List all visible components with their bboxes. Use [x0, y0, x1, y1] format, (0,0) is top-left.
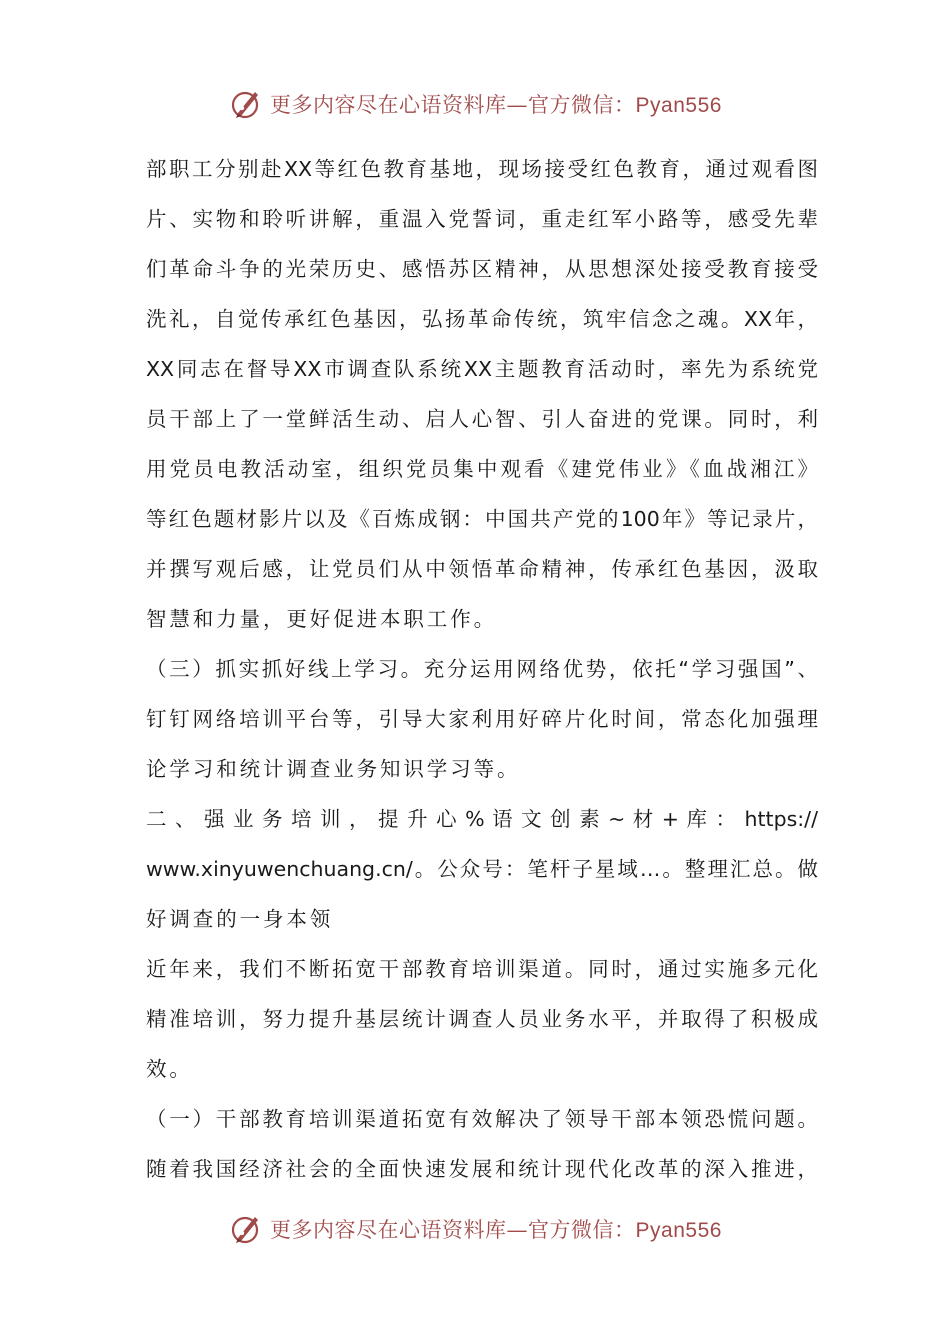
- section-heading-line: （一）干部教育培训渠道拓宽有效解决了领导干部本领恐慌问题。: [146, 1107, 818, 1131]
- text-line: 好调查的一身本领: [146, 907, 334, 931]
- text-line: 智慧和力量，更好促进本职工作。: [146, 607, 497, 631]
- text-line: 用党员电教活动室，组织党员集中观看《建党伟业》《血战湘江》: [146, 457, 818, 481]
- wechat-id: Pyan556: [635, 94, 722, 117]
- text-line: www.xinyuwenchuang.cn/。公众号：笔杆子星域…。整理汇总。做: [146, 857, 818, 881]
- text-line: 论学习和统计调查业务知识学习等。: [146, 757, 521, 781]
- text-line: 随着我国经济社会的全面快速发展和统计现代化改革的深入推进，: [146, 1157, 818, 1181]
- text-line: 员干部上了一堂鲜活生动、启人心智、引人奋进的党课。同时，利: [146, 407, 818, 431]
- pen-logo-icon: [228, 86, 264, 122]
- text-line: 等红色题材影片以及《百炼成钢：中国共产党的100年》等记录片，: [146, 507, 818, 531]
- text-line: 们革命斗争的光荣历史、感悟苏区精神，从思想深处接受教育接受: [146, 257, 818, 281]
- text-line: XX同志在督导XX市调查队系统XX主题教育活动时，率先为系统党: [146, 357, 818, 381]
- text-line: 近年来，我们不断拓宽干部教育培训渠道。同时，通过实施多元化: [146, 957, 818, 981]
- text-line: 片、实物和聆听讲解，重温入党誓词，重走红军小路等，感受先辈: [146, 207, 818, 231]
- section-heading-line: （三）抓实抓好线上学习。充分运用网络优势，依托“学习强国”、: [146, 657, 818, 681]
- header-watermark-banner: [0, 84, 950, 124]
- text-line: 部职工分别赴XX等红色教育基地，现场接受红色教育，通过观看图: [146, 157, 818, 181]
- document-body: [146, 150, 818, 1200]
- text-line: 精准培训，努力提升基层统计调查人员业务水平，并取得了积极成: [146, 1007, 818, 1031]
- watermark-text: 更多内容尽在心语资料库—官方微信：Pyan556: [270, 93, 722, 117]
- section-heading-line: 二 、 强 业 务 培 训 ， 提 升 心 % 语 文 创 素 ~ 材 + 库 ： https://: [146, 807, 818, 831]
- text-line: 效。: [146, 1057, 193, 1081]
- pen-logo-icon: [228, 1211, 264, 1247]
- footer-watermark-banner: [0, 1209, 950, 1249]
- wechat-id: Pyan556: [635, 1219, 722, 1242]
- watermark-text: 更多内容尽在心语资料库—官方微信：Pyan556: [270, 1218, 722, 1242]
- text-line: 洗礼，自觉传承红色基因，弘扬革命传统，筑牢信念之魂。XX年，: [146, 307, 818, 331]
- text-line: 钉钉网络培训平台等，引导大家利用好碎片化时间，常态化加强理: [146, 707, 818, 731]
- text-line: 并撰写观后感，让党员们从中领悟革命精神，传承红色基因，汲取: [146, 557, 818, 581]
